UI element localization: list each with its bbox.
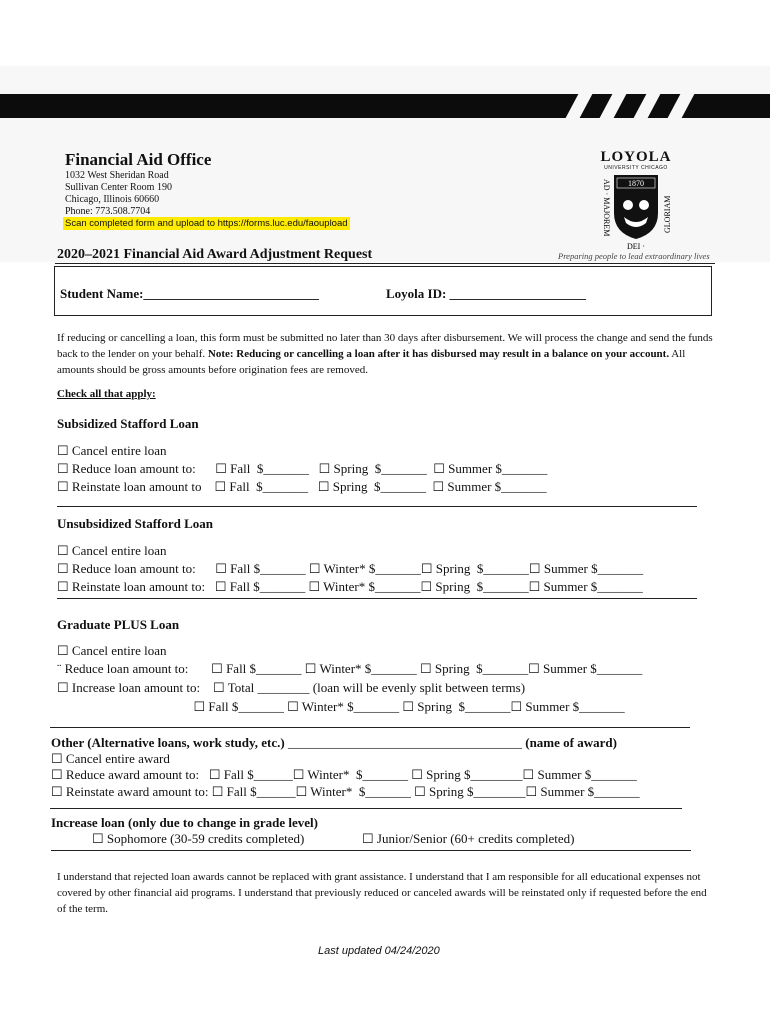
grad-plus-title: Graduate PLUS Loan	[57, 617, 180, 632]
grad-plus-cancel-row[interactable]: ☐ Cancel entire loan	[57, 643, 167, 658]
other-title	[51, 735, 617, 751]
other-title-label: Other (Alternative loans, work study, etc.)	[51, 735, 285, 750]
logo-subtitle: UNIVERSITY CHICAGO	[604, 165, 668, 171]
other-name-field[interactable]: ____________________________________	[284, 735, 526, 750]
bar-stripe	[631, 90, 662, 122]
address-line: 1032 West Sheridan Road	[65, 170, 169, 181]
subsidized-title: Subsidized Stafford Loan	[57, 416, 199, 431]
divider	[50, 727, 690, 728]
address-line: Phone: 773.508.7704	[65, 206, 151, 217]
closing-statement: I understand that rejected loan awards cannot be replaced with grant assistance. I understand that I am responsible for all educational expenses not covered by other financial aid programs. I understand that previously reduced or canceled awards will be reinstated only if requested before the end of the term.	[57, 871, 707, 915]
seal-icon	[598, 171, 674, 251]
header-black-bar	[0, 94, 770, 118]
office-address	[65, 170, 172, 218]
bar-stripe	[563, 90, 594, 122]
student-name-field[interactable]: Student Name:___________________________	[60, 286, 319, 301]
seal-ring-text-right: GLORIAM	[663, 195, 672, 233]
unsubsidized-reduce-row[interactable]: ☐ Reduce loan amount to: ☐ Fall $_______ ☐ Winter* $_______☐ Spring $_______☐ Summer $_______	[57, 561, 644, 576]
subsidized-reinstate-row[interactable]: ☐ Reinstate loan amount to ☐ Fall $_______ ☐ Spring $_______ ☐ Summer $_______	[57, 479, 547, 494]
other-cancel-row[interactable]: ☐ Cancel entire award	[51, 751, 170, 766]
other-name-hint: (name of award)	[525, 735, 617, 750]
unsubsidized-reinstate-row[interactable]: ☐ Reinstate loan amount to: ☐ Fall $_______ ☐ Winter* $_______☐ Spring $_______☐ Summer $_______	[57, 579, 643, 594]
divider	[50, 808, 682, 809]
grad-plus-reduce-row[interactable]: ¨ Reduce loan amount to: ☐ Fall $_______ ☐ Winter* $_______ ☐ Spring $_______☐ Summer $_______	[57, 661, 643, 676]
address-line: Chicago, Illinois 60660	[65, 194, 160, 205]
logo-wordmark: LOYOLA	[600, 149, 672, 165]
loyola-id-field[interactable]: Loyola ID: _____________________	[386, 286, 587, 301]
divider	[51, 850, 691, 851]
grad-plus-terms-row[interactable]: ☐ Fall $_______ ☐ Winter* $_______ ☐ Spring $_______☐ Summer $_______	[57, 699, 625, 714]
bar-stripe	[665, 90, 696, 122]
tagline: Preparing people to lead extraordinary lives	[558, 251, 710, 261]
loyola-logo	[598, 149, 674, 256]
address-line: Sullivan Center Room 190	[65, 182, 172, 193]
seal-ring-text-left: AD · MAJOREM	[602, 179, 611, 237]
intro-text-end: All amounts should be gross amounts before origination fees are removed.	[57, 348, 686, 376]
form-title: 2020–2021 Financial Aid Award Adjustment Request	[57, 247, 373, 262]
seal-year: 1870	[628, 179, 644, 188]
other-reduce-row[interactable]: ☐ Reduce award amount to: ☐ Fall $______☐ Winter* $_______ ☐ Spring $________☐ Summer $_______	[51, 767, 637, 782]
increase-title: Increase loan (only due to change in grade level)	[51, 815, 318, 830]
intro-note: Note: Reducing or cancelling a loan after it has disbursed may result in a balance on your account.	[207, 348, 670, 360]
scan-upload-note: Scan completed form and upload to https://forms.luc.edu/faoupload	[65, 218, 348, 229]
unsubsidized-title: Unsubsidized Stafford Loan	[57, 516, 214, 531]
divider	[57, 598, 697, 599]
office-title: Financial Aid Office	[65, 150, 212, 169]
junior-senior-option[interactable]: ☐ Junior/Senior (60+ credits completed)	[362, 831, 575, 846]
intro-paragraph	[57, 330, 717, 378]
divider	[55, 263, 715, 264]
unsubsidized-cancel-row[interactable]: ☐ Cancel entire loan	[57, 543, 167, 558]
subsidized-reduce-row[interactable]: ☐ Reduce loan amount to: ☐ Fall $_______ ☐ Spring $_______ ☐ Summer $_______	[57, 461, 548, 476]
seal-ring-text-bottom: DEI ·	[627, 242, 645, 251]
check-all-label: Check all that apply:	[57, 388, 156, 400]
sophomore-option[interactable]: ☐ Sophomore (30-59 credits completed)	[92, 831, 305, 846]
grad-plus-increase-row[interactable]: ☐ Increase loan amount to: ☐ Total ________ (loan will be evenly split between terms)	[57, 680, 526, 695]
divider	[57, 506, 697, 507]
bar-stripe	[597, 90, 628, 122]
subsidized-cancel-row[interactable]: ☐ Cancel entire loan	[57, 443, 167, 458]
last-updated: Last updated 04/24/2020	[318, 945, 440, 957]
intro-text: If reducing or cancelling a loan, this form must be submitted no later than 30 days after disbursement. We will process the change and send the funds back to the lender on your behalf.	[57, 332, 713, 360]
other-reinstate-row[interactable]: ☐ Reinstate award amount to: ☐ Fall $______☐ Winter* $_______ ☐ Spring $________☐ Summer $_______	[51, 784, 640, 799]
